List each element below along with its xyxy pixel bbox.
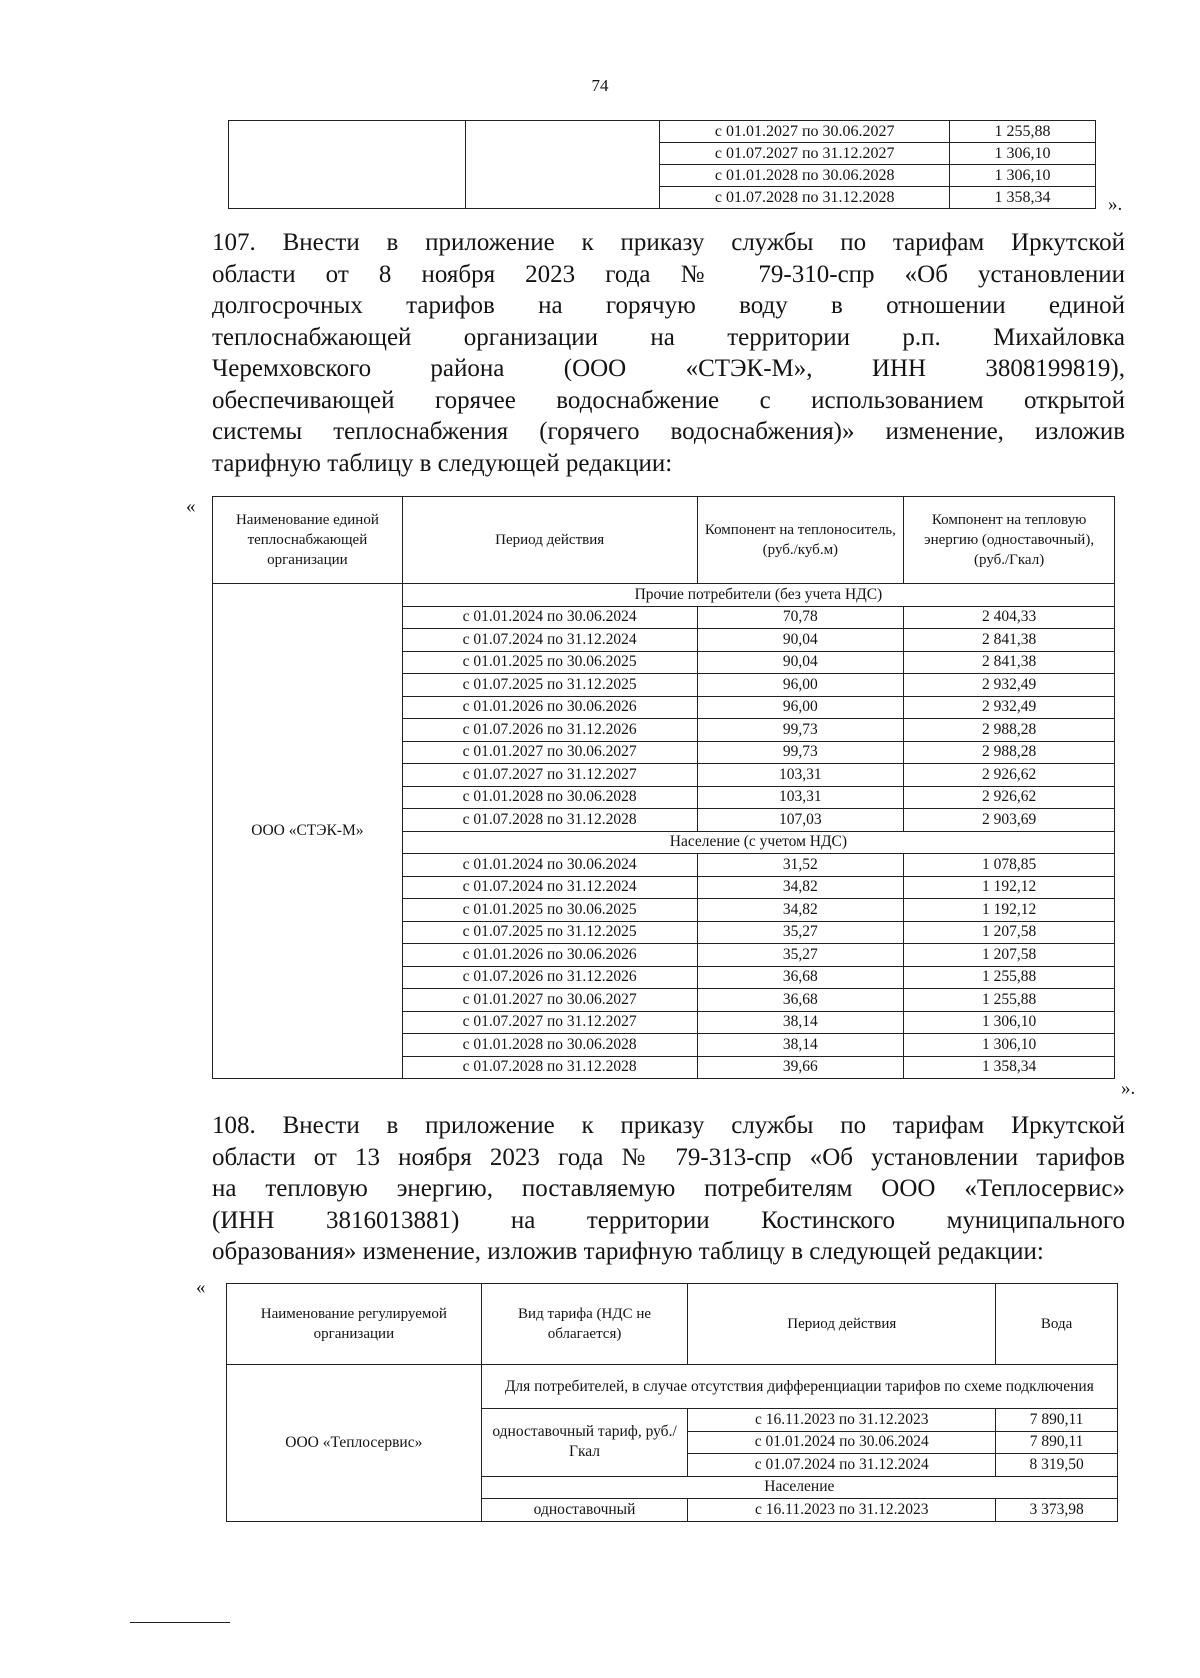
energy-value-cell: 2 988,28 <box>904 719 1115 742</box>
header-period: Период действия <box>402 497 697 584</box>
header-tariff-type: Вид тарифа (НДС не облагается) <box>481 1284 688 1365</box>
carrier-value-cell: 70,78 <box>697 606 904 629</box>
period-cell: с 01.07.2028 по 31.12.2028 <box>402 809 697 832</box>
opening-quote-mark: « <box>186 496 196 517</box>
period-cell: с 01.01.2027 по 30.06.2027 <box>402 741 697 764</box>
group-label: Население (с учетом НДС) <box>402 831 1114 854</box>
paragraph-107 <box>212 227 1125 479</box>
header-carrier: Компонент на теплоноситель, (руб./куб.м) <box>697 497 904 584</box>
paragraph-line: (ИНН 3816013881) на территории Костинского муниципального <box>212 1206 1125 1234</box>
period-cell: с 01.07.2026 по 31.12.2026 <box>402 719 697 742</box>
energy-value-cell: 1 078,85 <box>904 854 1115 877</box>
period-cell: с 01.07.2024 по 31.12.2024 <box>402 629 697 652</box>
page-number: 74 <box>591 76 609 95</box>
org-name-cell: ООО «СТЭК-М» <box>213 584 403 1079</box>
header-org: Наименование регулируемой организации <box>227 1284 482 1365</box>
period-cell: с 01.01.2027 по 30.06.2027 <box>402 989 697 1012</box>
value-cell: 7 890,11 <box>996 1431 1118 1454</box>
energy-value-cell: 1 358,34 <box>904 1056 1115 1079</box>
period-cell: с 01.01.2026 по 30.06.2026 <box>402 696 697 719</box>
energy-value-cell: 1 192,12 <box>904 876 1115 899</box>
paragraph-108 <box>212 1110 1125 1268</box>
carrier-value-cell: 99,73 <box>697 741 904 764</box>
carrier-value-cell: 38,14 <box>697 1011 904 1034</box>
carrier-value-cell: 107,03 <box>697 809 904 832</box>
period-cell: с 01.07.2027 по 31.12.2027 <box>402 764 697 787</box>
energy-value-cell: 1 192,12 <box>904 899 1115 922</box>
energy-value-cell: 1 207,58 <box>904 944 1115 967</box>
period-cell: с 16.11.2023 по 31.12.2023 <box>688 1499 996 1522</box>
period-cell: с 01.01.2024 по 30.06.2024 <box>402 854 697 877</box>
period-cell: с 01.07.2025 по 31.12.2025 <box>402 674 697 697</box>
header-energy: Компонент на тепловую энергию (одноставочный), (руб./Гкал) <box>904 497 1115 584</box>
carrier-value-cell: 96,00 <box>697 696 904 719</box>
period-cell: с 01.01.2027 по 30.06.2027 <box>660 121 950 143</box>
tariff-type-cell: одноставочный тариф, руб./Гкал <box>481 1409 688 1477</box>
value-cell: 7 890,11 <box>996 1409 1118 1432</box>
header-water: Вода <box>996 1284 1118 1365</box>
value-cell: 1 306,10 <box>950 165 1096 187</box>
carrier-value-cell: 36,68 <box>697 989 904 1012</box>
carrier-value-cell: 39,66 <box>697 1056 904 1079</box>
group-label: Население <box>481 1476 1117 1499</box>
period-cell: с 01.01.2026 по 30.06.2026 <box>402 944 697 967</box>
energy-value-cell: 2 926,62 <box>904 786 1115 809</box>
carrier-value-cell: 31,52 <box>697 854 904 877</box>
energy-value-cell: 2 404,33 <box>904 606 1115 629</box>
period-cell: с 01.07.2028 по 31.12.2028 <box>660 187 950 209</box>
group-label: Прочие потребители (без учета НДС) <box>402 584 1114 607</box>
carrier-value-cell: 90,04 <box>697 651 904 674</box>
energy-value-cell: 2 988,28 <box>904 741 1115 764</box>
period-cell: с 16.11.2023 по 31.12.2023 <box>688 1409 996 1432</box>
paragraph-line: системы теплоснабжения (горячего водоснабжения)» изменение, изложив <box>212 418 1125 445</box>
period-cell: с 01.07.2027 по 31.12.2027 <box>402 1011 697 1034</box>
period-cell: с 01.07.2024 по 31.12.2024 <box>402 876 697 899</box>
carrier-value-cell: 35,27 <box>697 921 904 944</box>
empty-type-cell <box>465 121 660 209</box>
period-cell: с 01.07.2026 по 31.12.2026 <box>402 966 697 989</box>
energy-value-cell: 2 926,62 <box>904 764 1115 787</box>
paragraph-line: области от 13 ноября 2023 года № 79-313-спр «Об установлении тарифов <box>212 1143 1125 1171</box>
carrier-value-cell: 36,68 <box>697 966 904 989</box>
energy-value-cell: 2 932,49 <box>904 674 1115 697</box>
energy-value-cell: 2 841,38 <box>904 651 1115 674</box>
paragraph-line: 108. Внести в приложение к приказу службы по тарифам Иркутской <box>212 1112 1125 1139</box>
tariff-table-teploservis <box>226 1283 1118 1522</box>
period-cell: с 01.07.2025 по 31.12.2025 <box>402 921 697 944</box>
carrier-value-cell: 96,00 <box>697 674 904 697</box>
footnote-rule <box>130 1622 230 1623</box>
period-cell: с 01.01.2024 по 30.06.2024 <box>688 1431 996 1454</box>
carrier-value-cell: 90,04 <box>697 629 904 652</box>
carrier-value-cell: 35,27 <box>697 944 904 967</box>
carrier-value-cell: 38,14 <box>697 1034 904 1057</box>
group-label: Для потребителей, в случае отсутствия дифференциации тарифов по схеме подключения <box>481 1365 1117 1409</box>
paragraph-line: обеспечивающей горячее водоснабжение с использованием открытой <box>212 386 1125 414</box>
value-cell: 1 358,34 <box>950 187 1096 209</box>
value-cell: 3 373,98 <box>996 1499 1118 1522</box>
period-cell: с 01.07.2024 по 31.12.2024 <box>688 1454 996 1477</box>
energy-value-cell: 2 903,69 <box>904 809 1115 832</box>
paragraph-line: 107. Внести в приложение к приказу службы по тарифам Иркутской <box>212 229 1125 256</box>
period-cell: с 01.01.2025 по 30.06.2025 <box>402 899 697 922</box>
value-cell: 1 306,10 <box>950 143 1096 165</box>
carrier-value-cell: 103,31 <box>697 764 904 787</box>
table-row <box>229 121 1096 143</box>
carrier-value-cell: 34,82 <box>697 876 904 899</box>
org-name-cell: ООО «Теплосервис» <box>227 1365 482 1522</box>
paragraph-line: на тепловую энергию, поставляемую потребителям ООО «Теплосервис» <box>212 1175 1125 1202</box>
group-header-row <box>213 584 1115 607</box>
period-cell: с 01.07.2028 по 31.12.2028 <box>402 1056 697 1079</box>
period-cell: с 01.01.2024 по 30.06.2024 <box>402 606 697 629</box>
value-cell: 1 255,88 <box>950 121 1096 143</box>
carrier-value-cell: 103,31 <box>697 786 904 809</box>
energy-value-cell: 1 306,10 <box>904 1034 1115 1057</box>
header-period: Период действия <box>688 1284 996 1365</box>
paragraph-line: теплоснабжающей организации на территории р.п. Михайловка <box>212 323 1125 351</box>
period-cell: с 01.01.2028 по 30.06.2028 <box>660 165 950 187</box>
energy-value-cell: 2 932,49 <box>904 696 1115 719</box>
closing-quote-mark: ». <box>1121 1078 1136 1099</box>
energy-value-cell: 2 841,38 <box>904 629 1115 652</box>
tariff-table-stek-m <box>212 496 1115 1079</box>
header-org: Наименование единой теплоснабжающей организации <box>213 497 403 584</box>
energy-value-cell: 1 207,58 <box>904 921 1115 944</box>
period-cell: с 01.01.2028 по 30.06.2028 <box>402 1034 697 1057</box>
carrier-value-cell: 99,73 <box>697 719 904 742</box>
continuation-table <box>228 120 1096 209</box>
carrier-value-cell: 34,82 <box>697 899 904 922</box>
paragraph-line: тарифную таблицу в следующей редакции: <box>212 449 673 477</box>
opening-quote-mark: « <box>196 1277 206 1298</box>
paragraph-line: образования» изменение, изложив тарифную таблицу в следующей редакции: <box>212 1238 1044 1265</box>
paragraph-line: области от 8 ноября 2023 года № 79-310-спр «Об установлении <box>212 260 1125 288</box>
paragraph-line: Черемховского района (ООО «СТЭК-М», ИНН 3808199819), <box>212 355 1125 382</box>
paragraph-line: долгосрочных тарифов на горячую воду в отношении единой <box>212 292 1125 319</box>
closing-quote-mark: ». <box>1108 194 1123 215</box>
value-cell: 8 319,50 <box>996 1454 1118 1477</box>
energy-value-cell: 1 255,88 <box>904 966 1115 989</box>
energy-value-cell: 1 255,88 <box>904 989 1115 1012</box>
period-cell: с 01.07.2027 по 31.12.2027 <box>660 143 950 165</box>
period-cell: с 01.01.2025 по 30.06.2025 <box>402 651 697 674</box>
tariff-type-cell: одноставочный <box>481 1499 688 1522</box>
period-cell: с 01.01.2028 по 30.06.2028 <box>402 786 697 809</box>
group-header-row <box>227 1365 1118 1409</box>
empty-org-cell <box>229 121 466 209</box>
energy-value-cell: 1 306,10 <box>904 1011 1115 1034</box>
